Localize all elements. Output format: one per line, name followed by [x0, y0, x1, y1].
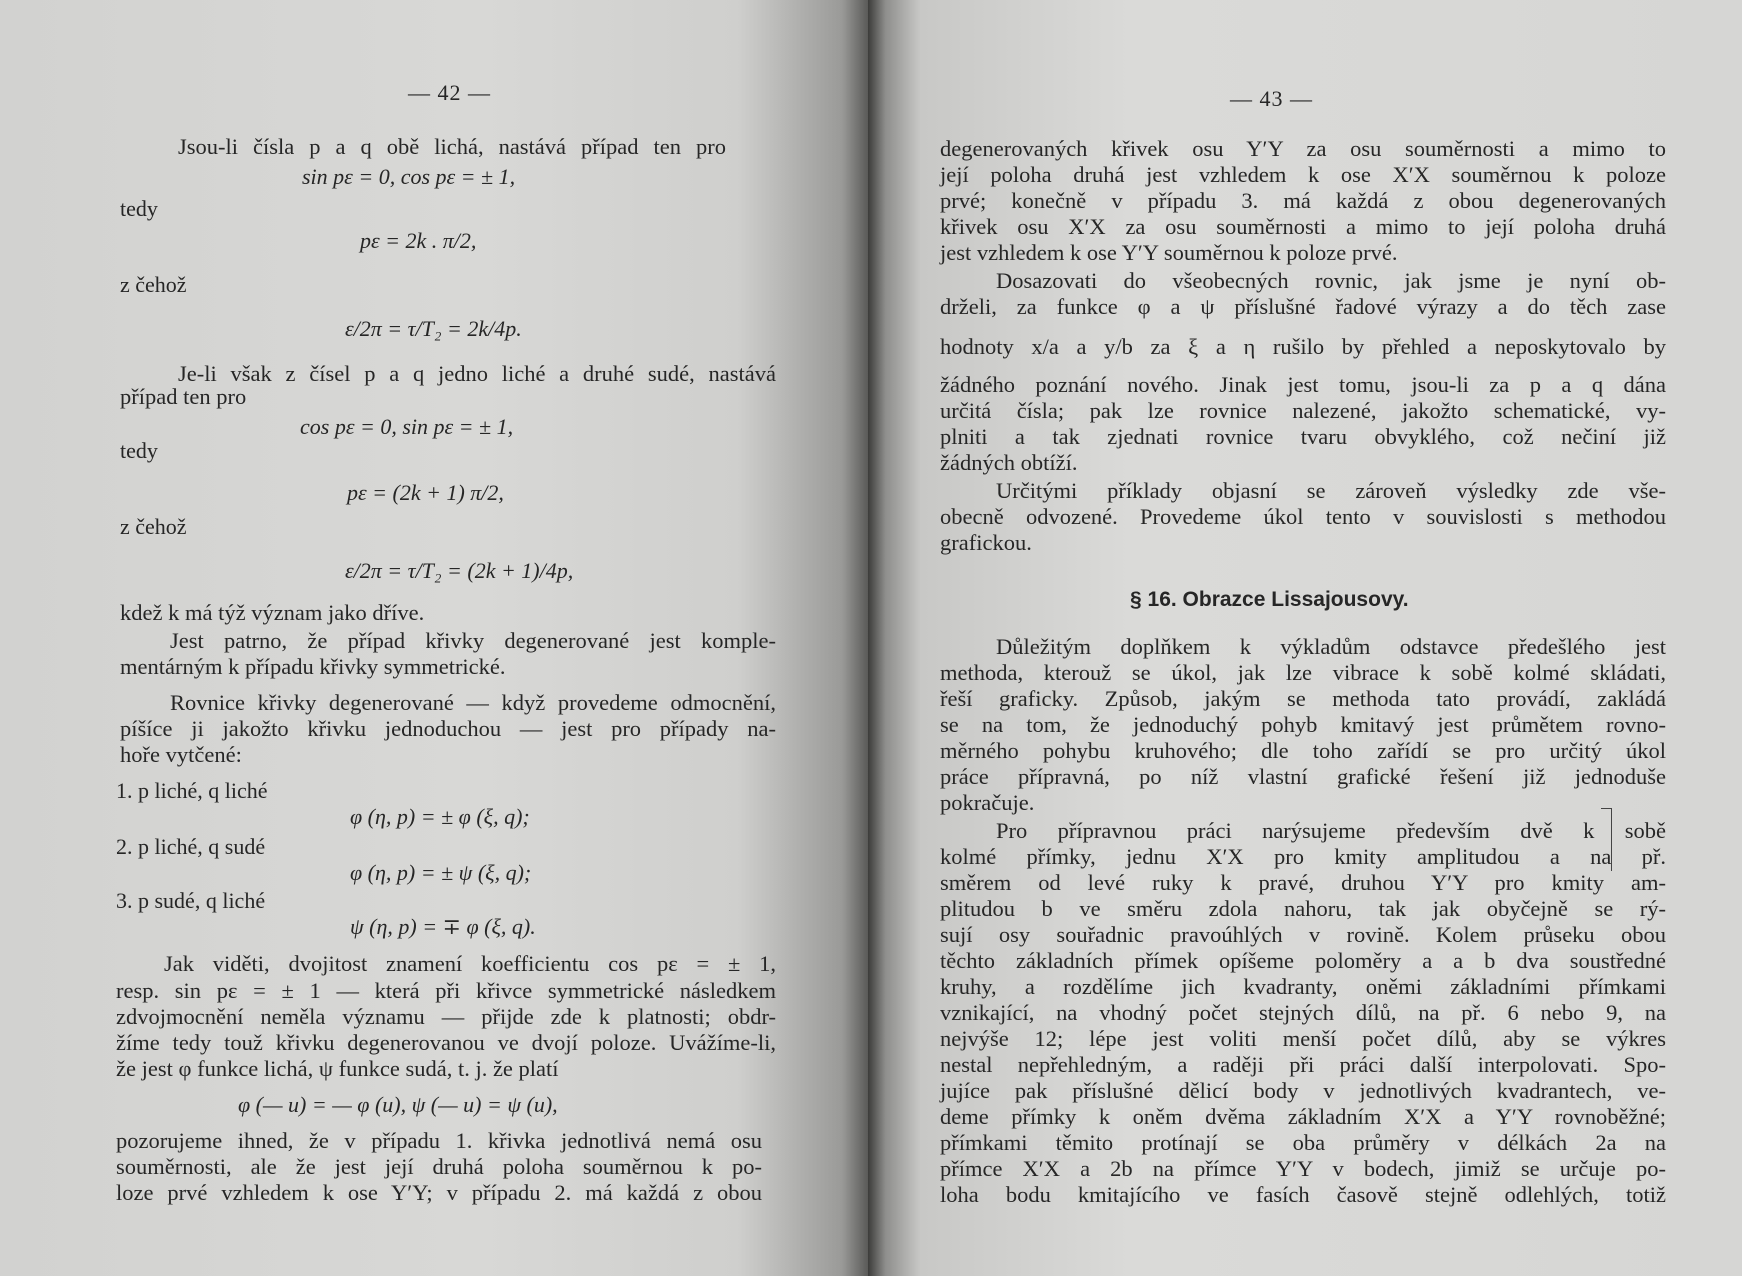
text-line: řeší graficky. Způsob, jakým se methoda tato provádí, zakládá: [940, 686, 1666, 711]
text-line: plniti a tak zjednati rovnice tvaru obvyklého, což nečiní již: [940, 424, 1666, 449]
text-line: její poloha druhá jest vzhledem k ose X′X souměrnou k poloze: [940, 162, 1666, 187]
text-line: 2. p liché, q sudé: [116, 834, 266, 859]
text-line: obecně odvozené. Provedeme úkol tento v souvislosti s methodou: [940, 504, 1666, 529]
text-line: resp. sin pε = ± 1 — která při křivce symmetrické následkem: [116, 978, 776, 1003]
text-line: že jest φ funkce lichá, ψ funkce sudá, t. j. že platí: [116, 1056, 559, 1081]
text-line: mentárným k případu křivky symmetrické.: [120, 654, 506, 679]
text-line: methoda, kterouž se úkol, jak lze vibrace k sobě kolmé skládati,: [940, 660, 1666, 685]
text-line: prvé; konečně v případu 3. má každá z obou degenerovaných: [940, 188, 1666, 213]
text-line: jujíce pak příslušné dělicí body v jednotlivých kvadrantech, ve-: [940, 1078, 1666, 1103]
formula: ε/2π = τ/T₂ = 2k/4p.: [345, 316, 522, 341]
formula: φ (— u) = — φ (u), ψ (— u) = ψ (u),: [238, 1092, 558, 1117]
formula: ψ (η, p) = ∓ φ (ξ, q).: [350, 914, 536, 939]
text-line: hoře vytčené:: [120, 742, 242, 767]
text-line: pokračuje.: [940, 790, 1035, 815]
text-line: zdvojmocnění neměla významu — přijde zde k platnosti; obdr-: [116, 1004, 776, 1029]
text-line: Dosazovati do všeobecných rovnic, jak jsme je nyní ob-: [996, 268, 1666, 293]
text-line: nejvýše 12; lépe jest voliti menší počet dílů, aby se výkres: [940, 1026, 1666, 1051]
text-line: jest vzhledem k ose Y′Y souměrnou k poloze prvé.: [940, 240, 1398, 265]
text-line: těchto základních přímek opíšeme poloměry a a b dva soustředné: [940, 948, 1666, 973]
text-line: sují osy souřadnic pravoúhlých v rovině. Kolem průseku obou: [940, 922, 1666, 947]
text-line: grafickou.: [940, 530, 1032, 555]
text-line: z čehož: [120, 514, 187, 539]
text-line: nestal nepřehledným, a raději při práci další interpolovati. Spo-: [940, 1052, 1666, 1077]
text-line: drželi, za funkce φ a ψ příslušné řadové výrazy a do těch zase: [940, 294, 1666, 319]
text-line: hodnoty x/a a y/b za ξ a η rušilo by přehled a neposkytovalo by: [940, 334, 1666, 359]
formula: pε = 2k . π/2,: [360, 228, 477, 253]
text-line: Určitými příklady objasní se zároveň výsledky zde vše-: [996, 478, 1666, 503]
section-heading: § 16. Obrazce Lissajousovy.: [1130, 588, 1409, 611]
text-line: Jest patrno, že případ křivky degenerované jest komple-: [170, 628, 776, 653]
text-line: kolmé přímky, jednu X′X pro kmity amplitudou a na př.: [940, 844, 1666, 869]
formula: ε/2π = τ/T₂ = (2k + 1)/4p,: [345, 558, 574, 583]
left-page: [0, 0, 868, 1276]
text-line: přímkami těmito protínají se oba průměry v délkách 2a na: [940, 1130, 1666, 1155]
text-line: Důležitým doplňkem k výkladům odstavce předešlého jest: [996, 634, 1666, 659]
text-line: píšíce ji jakožto křivku jednoduchou — jest pro případy na-: [120, 716, 776, 741]
text-line: případ ten pro: [120, 384, 247, 409]
formula: φ (η, p) = ± φ (ξ, q);: [350, 804, 530, 829]
formula: sin pε = 0, cos pε = ± 1,: [302, 164, 516, 189]
text-line: Jsou-li čísla p a q obě lichá, nastává případ ten pro: [178, 134, 726, 159]
text-line: pozorujeme ihned, že v případu 1. křivka jednotlivá nemá osu: [116, 1128, 762, 1153]
text-line: měrného pohybu kruhového; dle toho zařídí se pro určitý úkol: [940, 738, 1666, 763]
text-line: práce přípravná, po níž vlastní grafické řešení již jednoduše: [940, 764, 1666, 789]
right-page: [868, 0, 1742, 1276]
text-line: vznikající, na vhodný počet stejných dílů, na př. 6 nebo 9, na: [940, 1000, 1666, 1025]
text-line: Je-li však z čísel p a q jedno liché a druhé sudé, nastává: [178, 361, 776, 386]
text-line: loze prvé vzhledem k ose Y′Y; v případu 2. má každá z obou: [116, 1180, 762, 1205]
text-line: přímce X′X a 2b na přímce Y′Y v bodech, jimiž se určuje po-: [940, 1156, 1666, 1181]
text-line: 3. p sudé, q liché: [116, 888, 266, 913]
text-line: směrem od levé ruky k pravé, druhou Y′Y pro kmity am-: [940, 870, 1666, 895]
text-line: tedy: [120, 196, 158, 221]
formula: cos pε = 0, sin pε = ± 1,: [300, 414, 514, 439]
page-number: — 43 —: [1230, 86, 1313, 111]
text-line: žádného poznání nového. Jinak jest tomu, jsou-li za p a q dána: [940, 372, 1666, 397]
text-line: určitá čísla; pak lze rovnice nalezené, jakožto schematické, vy-: [940, 398, 1666, 423]
text-line: kruhy, a rozdělíme jich kvadranty, oněmi základními přímkami: [940, 974, 1666, 999]
margin-bracket-mark: [1601, 808, 1612, 871]
text-line: Jak viděti, dvojitost znamení koefficientu cos pε = ± 1,: [164, 951, 776, 976]
text-line: Rovnice křivky degenerované — když provedeme odmocnění,: [170, 690, 776, 715]
text-line: deme přímky k oněm dvěma základním X′X a Y′Y rovnoběžné;: [940, 1104, 1666, 1129]
text-line: se na tom, že jednoduchý pohyb kmitavý jest průmětem rovno-: [940, 712, 1666, 737]
text-line: křivek osu X′X za osu souměrnosti a mimo to její poloha druhá: [940, 214, 1666, 239]
formula: pε = (2k + 1) π/2,: [347, 480, 504, 505]
text-line: žíme tedy touž křivku degenerovanou ve dvojí poloze. Uvážíme-li,: [116, 1030, 776, 1055]
text-line: žádných obtíží.: [940, 450, 1078, 475]
text-line: 1. p liché, q liché: [116, 778, 268, 803]
text-line: souměrnosti, ale že jest její druhá poloha souměrnou k po-: [116, 1154, 762, 1179]
text-line: Pro přípravnou práci narýsujeme především dvě k sobě: [996, 818, 1666, 843]
text-line: plitudou b ve směru zdola nahoru, tak jak obyčejně se rý-: [940, 896, 1666, 921]
page-number: — 42 —: [408, 80, 491, 105]
text-line: tedy: [120, 438, 158, 463]
text-line: loha bodu kmitajícího ve fasích časově stejně odlehlých, totiž: [940, 1182, 1666, 1207]
text-line: degenerovaných křivek osu Y′Y za osu souměrnosti a mimo to: [940, 136, 1666, 161]
text-line: z čehož: [120, 272, 187, 297]
text-line: kdež k má týž význam jako dříve.: [120, 600, 425, 625]
formula: φ (η, p) = ± ψ (ξ, q);: [350, 860, 532, 885]
